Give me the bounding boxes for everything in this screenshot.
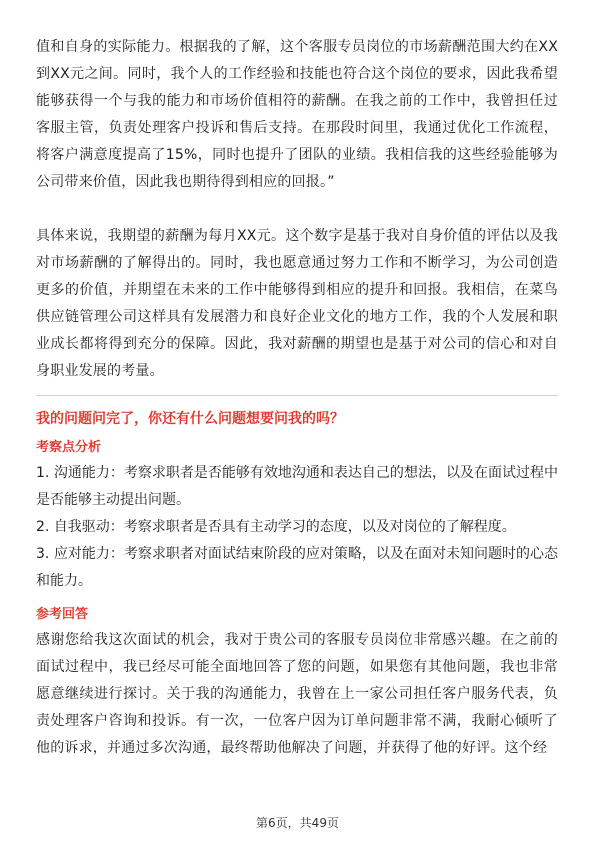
body-paragraph-1: 值和自身的实际能力。根据我的了解，这个客服专员岗位的市场薪酬范围大约在XX到XX元之间。同时，我个人的工作经验和技能也符合这个岗位的要求，因此我希望能够获得一个与我的能力和市场价值相符的薪酬。在我之前的工作中，我曾担任过客服主管，负责处理客户投诉和售后支持。在那段时间里，我通过优化工作流程，将客户满意度提高了15%，同时也提升了团队的业绩。我相信我的这些经验能够为公司带来价值，因此我也期待得到相应的回报。” (36, 39, 558, 190)
answer-paragraph: 感谢您给我这次面试的机会，我对于贵公司的客服专员岗位非常感兴趣。在之前的面试过程中，我已经尽可能全面地回答了您的问题，如果您有其他问题，我也非常愿意继续进行探讨。关于我的沟通能力，我曾在上一家公司担任客户服务代表，负责处理客户咨询和投诉。有一次，一位客户因为订单问题非常不满，我耐心倾听了他的诉求，并通过多次沟通，最终帮助他解决了问题，并获得了他的好评。这个经 (36, 632, 558, 756)
body-paragraph-2: 具体来说，我期望的薪酬为每月XX元。这个数字是基于我对自身价值的评估以及我对市场薪酬的了解得出的。同时，我也愿意通过努力工作和不断学习，为公司创造更多的价值，并期望在未来的工作中能够得到相应的提升和回报。我相信，在菜鸟供应链管理公司这样具有发展潜力和良好企业文化的地方工作，我的个人发展和职业成长都将得到充分的保障。因此，我对薪酬的期望也是基于对公司的信心和对自身职业发展的考量。 (36, 228, 558, 379)
analysis-heading: 考察点分析 (36, 440, 102, 455)
analysis-item-2: 2. 自我驱动：考察求职者是否具有主动学习的态度，以及对岗位的了解程度。 (36, 519, 516, 535)
question-title: 我的问题问完了，你还有什么问题想要问我的吗？ (36, 411, 344, 427)
section-divider (36, 395, 558, 396)
answer-heading: 参考回答 (36, 607, 89, 622)
page-number: 第6页，共49页 (256, 816, 339, 830)
analysis-item-1: 1. 沟通能力：考察求职者是否能够有效地沟通和表达自己的想法，以及在面试过程中是否能够主动提出问题。 (36, 465, 558, 508)
analysis-item-3: 3. 应对能力：考察求职者对面试结束阶段的应对策略，以及在面对未知问题时的心态和能力。 (36, 546, 558, 589)
document-page (36, 34, 558, 762)
